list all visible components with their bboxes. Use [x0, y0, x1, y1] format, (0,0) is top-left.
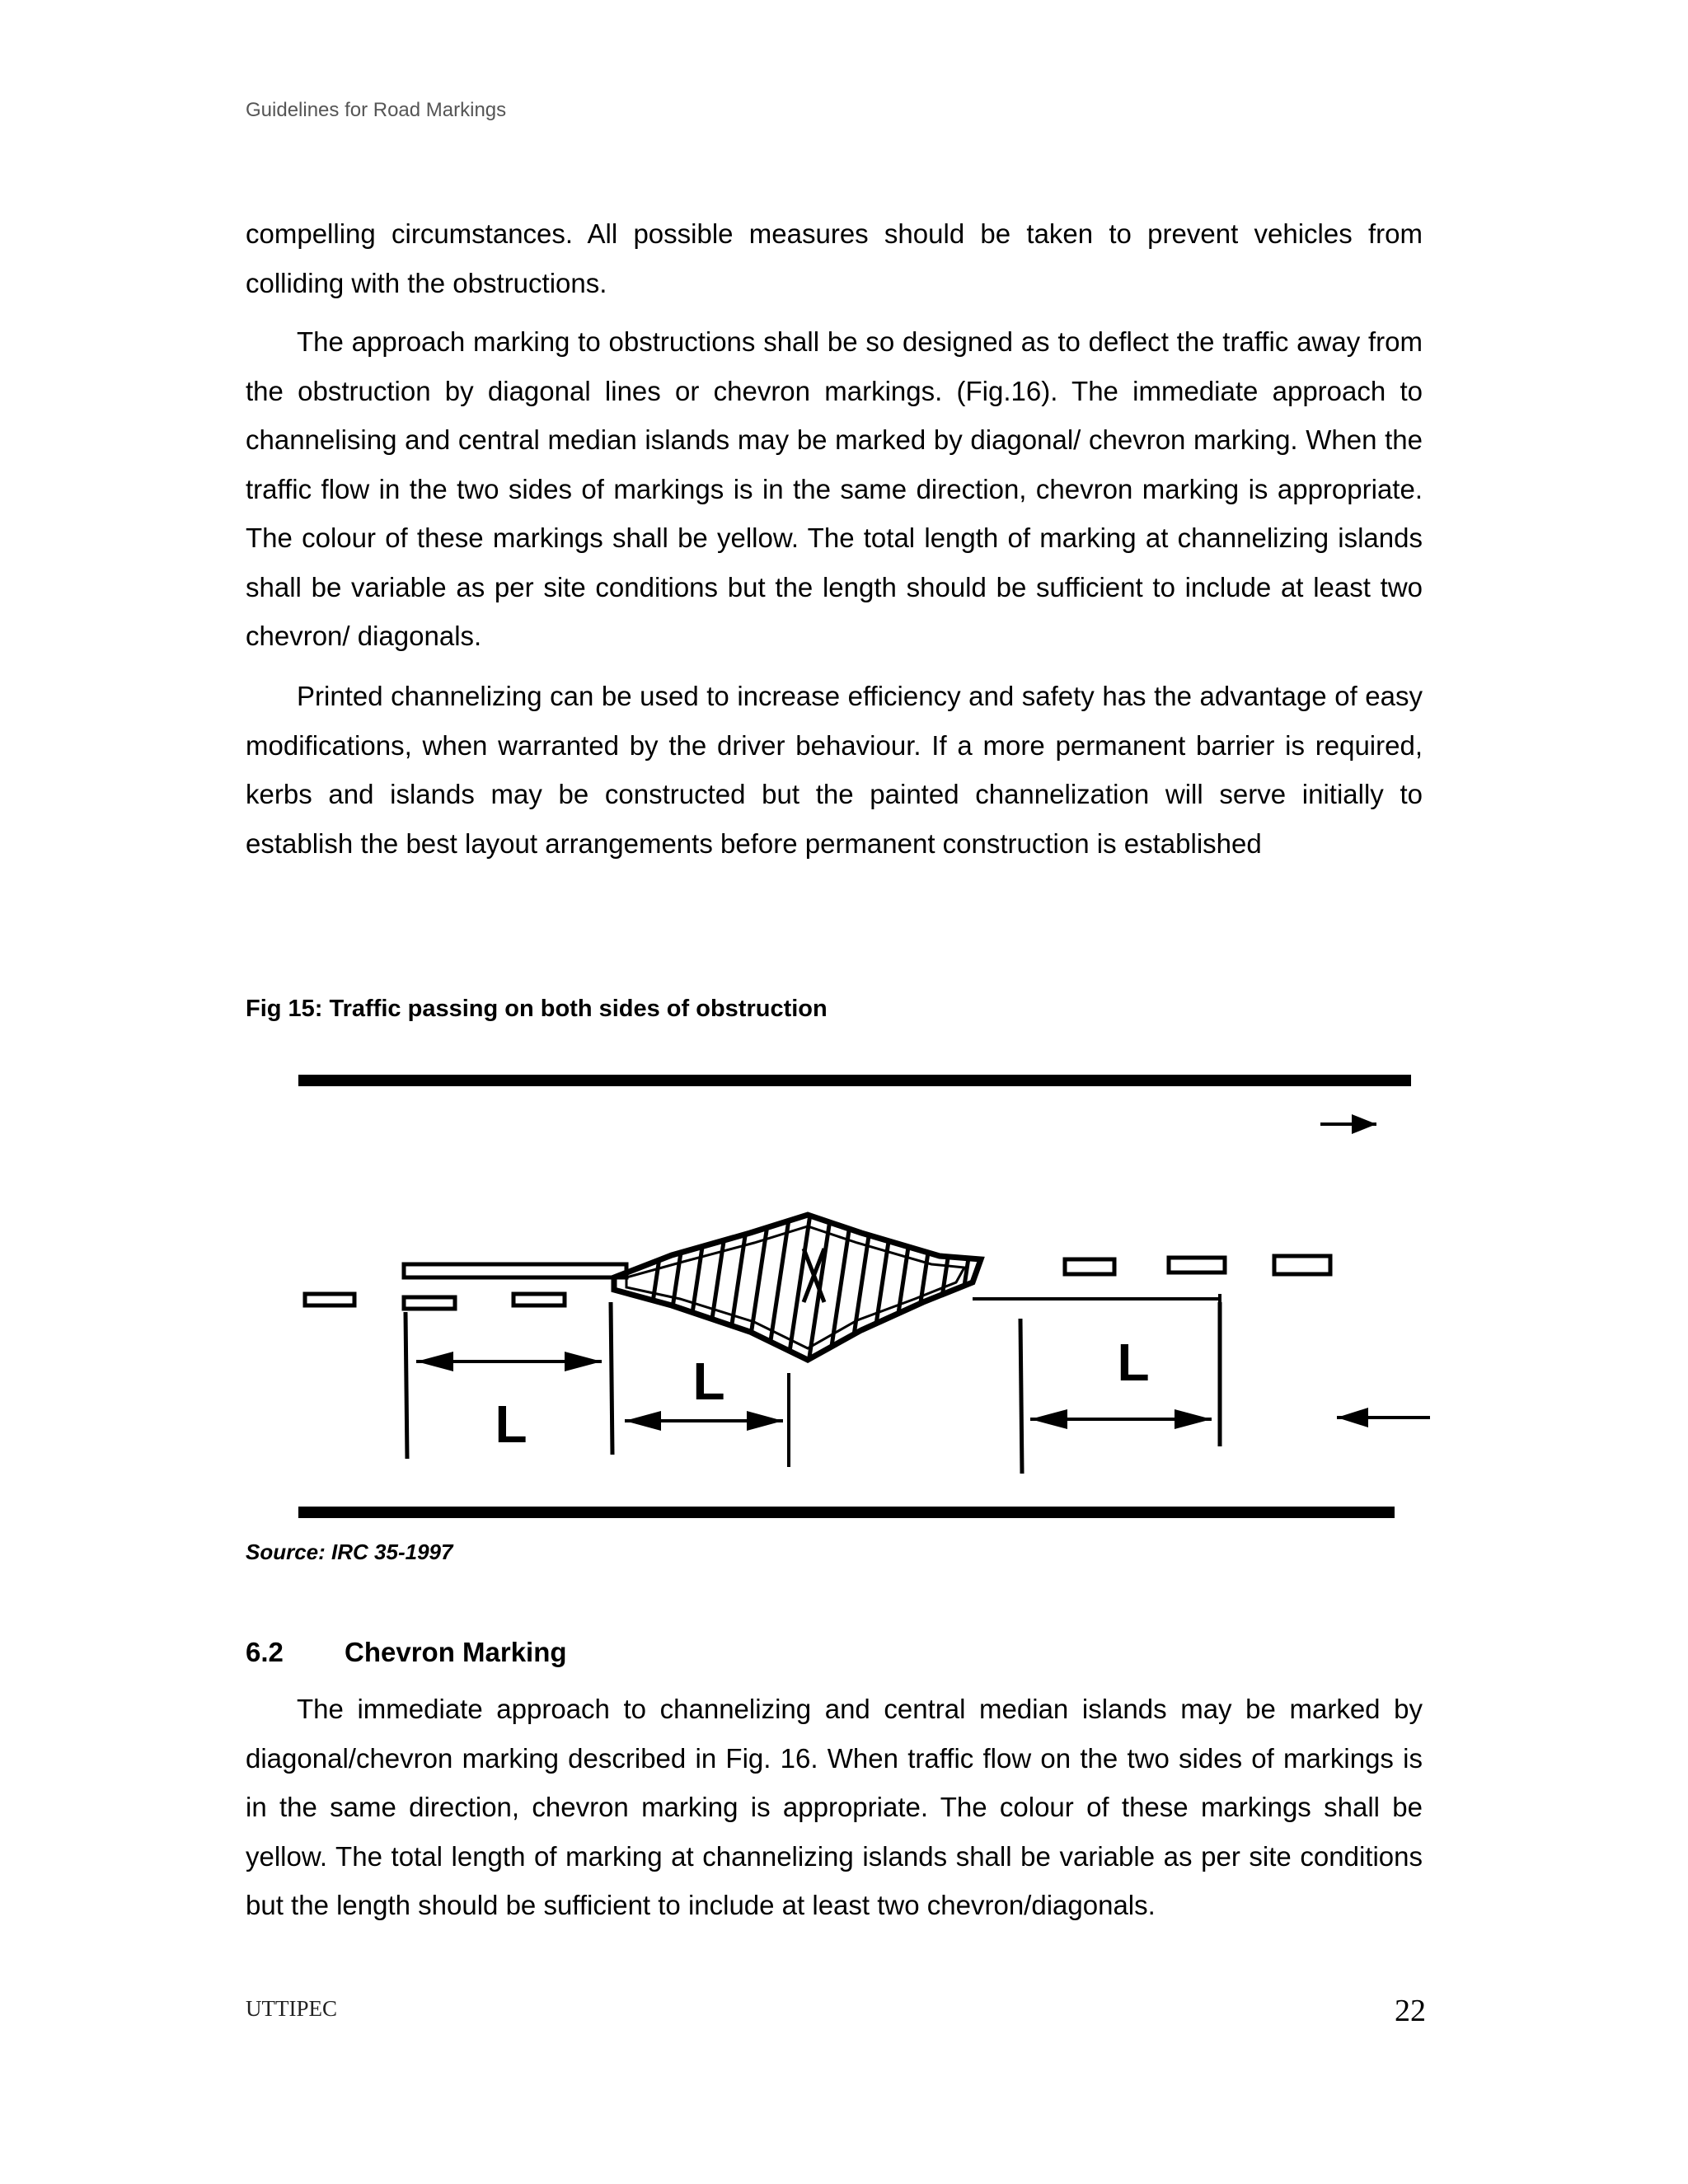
road-edge-top: [298, 1075, 1411, 1086]
figure-15-diagram: [280, 1055, 1434, 1525]
centre-dashes-right: [1065, 1256, 1330, 1274]
traffic-arrow-left: [1337, 1408, 1430, 1427]
paragraph-2: The approach marking to obstructions shall be so designed as to deflect the traffic away from the obstruction by diagonal lines or chevron markings. (Fig.16). The immediate approach to channelising and central median islands may be marked by diagonal/ chevron marking. When the traffic flow in the two sides of markings is in the same direction, chevron marking is appropriate. The colour of these markings shall be yellow. The total length of marking at channelizing islands shall be variable as per site conditions but the length should be sufficient to include at least two chevron/ diagonals.: [246, 326, 1423, 651]
length-label-1: L: [495, 1394, 528, 1454]
figure-source: Source: IRC 35-1997: [246, 1540, 453, 1564]
paragraph-3: Printed channelizing can be used to increase efficiency and safety has the advantage of easy modifications, when warranted by the driver behaviour. If a more permanent barrier is required, kerbs and islands may be constructed but the painted channelization will serve initially to establish the best layout arrangements before permanent construction is established: [246, 681, 1423, 859]
hatched-island: [614, 1203, 981, 1368]
page-number: 22: [1395, 1994, 1426, 2028]
section-paragraph: The immediate approach to channelizing and central median islands may be marked by diagonal/chevron marking described in Fig. 16. When traffic flow on the two sides of markings is in the same direction, chevron marking is appropriate. The colour of these markings shall be yellow. The total length of marking at channelizing islands shall be variable as per site conditions but the length should be sufficient to include at least two chevron/diagonals.: [246, 1694, 1423, 1920]
traffic-arrow-right: [1320, 1114, 1376, 1134]
approach-line-left: [404, 1264, 626, 1277]
section-heading: [246, 1637, 567, 1668]
figure-caption: Fig 15: Traffic passing on both sides of obstruction: [246, 996, 828, 1022]
section-number: 6.2: [246, 1637, 284, 1667]
road-edge-bottom: [298, 1507, 1395, 1518]
length-label-3: L: [1117, 1333, 1150, 1392]
diagram-svg: [280, 1055, 1434, 1525]
length-label-2: L: [692, 1352, 725, 1411]
running-header: Guidelines for Road Markings: [246, 99, 507, 121]
paragraph-1: compelling circumstances. All possible measures should be taken to prevent vehicles from colliding with the obstructions.: [246, 218, 1423, 298]
section-title: Chevron Marking: [345, 1637, 567, 1667]
footer-organization: UTTIPEC: [246, 1996, 337, 2021]
centre-dashes-left: [305, 1294, 565, 1309]
